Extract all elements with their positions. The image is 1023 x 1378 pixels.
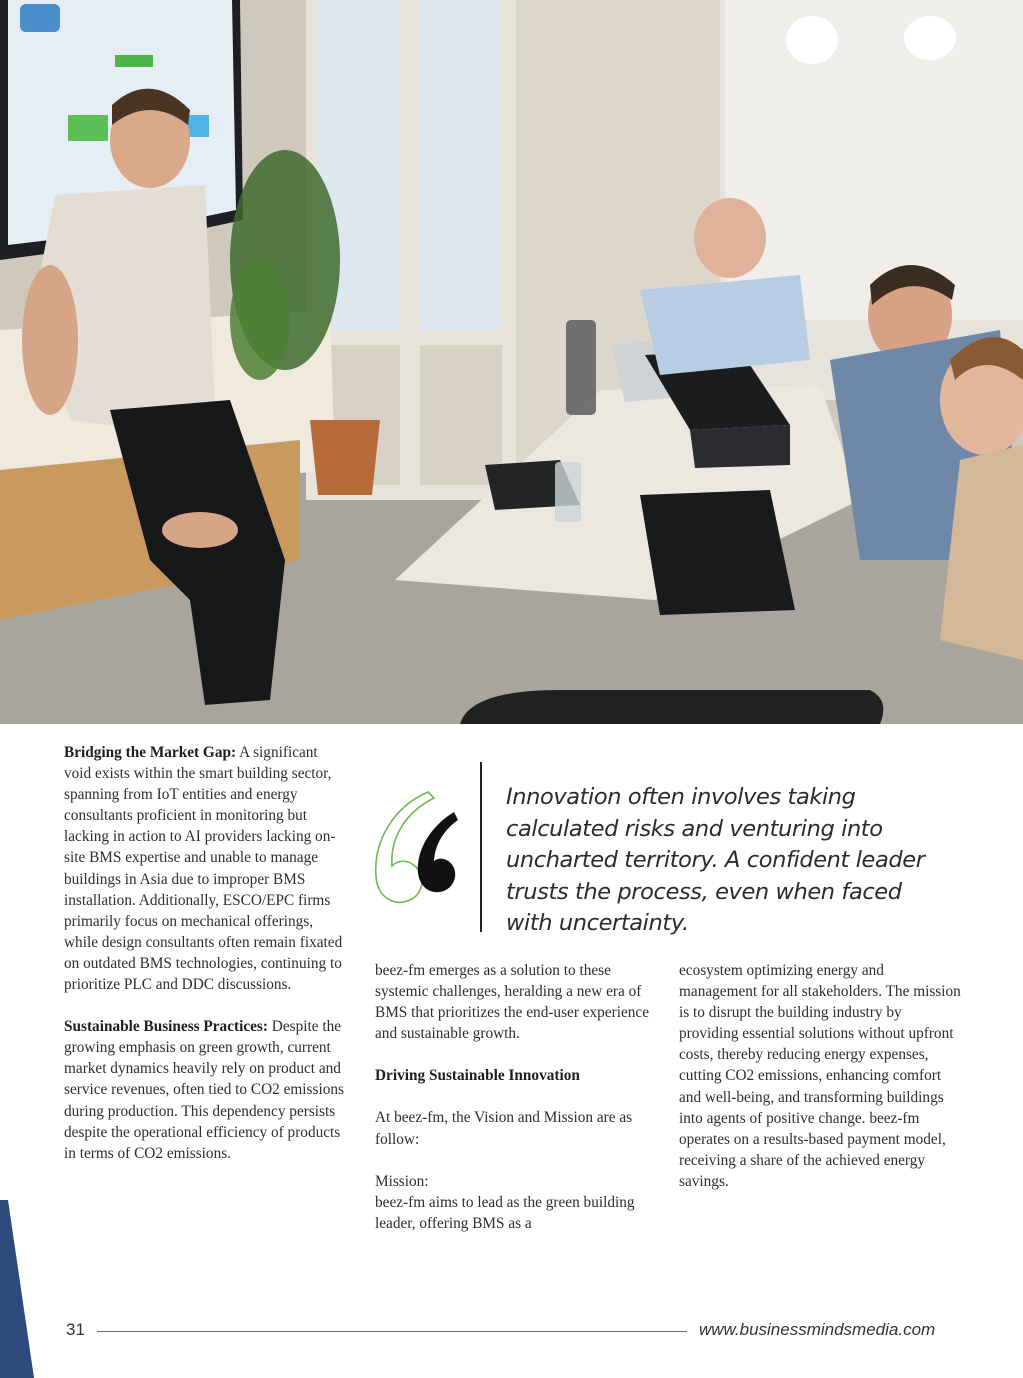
market-gap-heading: Bridging the Market Gap: — [64, 744, 237, 761]
pull-quote-text: Innovation often involves taking calculated risks and venturing into uncharted territory. A confident leader trusts the process, even when faced with uncertainty. — [506, 784, 925, 936]
market-gap-paragraph — [64, 742, 348, 995]
right-column — [679, 960, 961, 1192]
left-column — [64, 742, 348, 1164]
footer-website-link[interactable]: www.businessmindsmedia.com — [699, 1320, 936, 1339]
driving-innovation-heading: Driving Sustainable Innovation — [375, 1067, 580, 1085]
solution-paragraph: beez-fm emerges as a solution to these systemic challenges, heralding a new era of BMS that prioritizes the end-user experience and sustainable growth. — [375, 962, 649, 1043]
sustainable-practices-body: Despite the growing emphasis on green growth, current market dynamics heavily rely on product and service revenues, often tied to CO2 emissions during production. This dependency persists despite the operational efficiency of products in terms of CO2 emissions. — [64, 1018, 344, 1162]
sustainable-practices-heading: Sustainable Business Practices: — [64, 1018, 268, 1036]
quote-mark-icon — [368, 782, 468, 912]
middle-column — [375, 960, 660, 1234]
vision-mission-paragraph: At beez-fm, the Vision and Mission are as follow: — [375, 1109, 633, 1148]
page-number: 31 — [66, 1320, 85, 1339]
mission-continued-paragraph: ecosystem optimizing energy and management for all stakeholders. The mission is to disrupt the building industry by providing essential solutions without upfront costs, thereby reducing energy expenses, cutting CO2 emissions, enhancing comfort and well-being, and transforming buildings into agents of positive change. beez-fm operates on a results-based payment model, receiving a share of the achieved energy savings. — [679, 962, 961, 1190]
mission-label: Mission: — [375, 1172, 429, 1190]
footer-divider — [97, 1331, 687, 1332]
quote-divider — [480, 762, 482, 932]
sustainable-practices-paragraph — [64, 1016, 348, 1164]
left-edge-accent — [0, 1200, 40, 1378]
market-gap-body: A significant void exists within the smart building sector, spanning from IoT entities and energy consultants proficient in monitoring but lacking in action to AI providers lacking on-site BMS expertise and unable to manage buildings in Asia due to improper BMS installation. Additionally, ESCO/EPC firms primarily focus on mechanical offerings, while design consultants often remain fixated on outdated BMS technologies, continuing to prioritize PLC and DDC discussions. — [64, 744, 343, 994]
mission-paragraph: beez-fm aims to lead as the green building leader, offering BMS as a — [375, 1193, 635, 1232]
